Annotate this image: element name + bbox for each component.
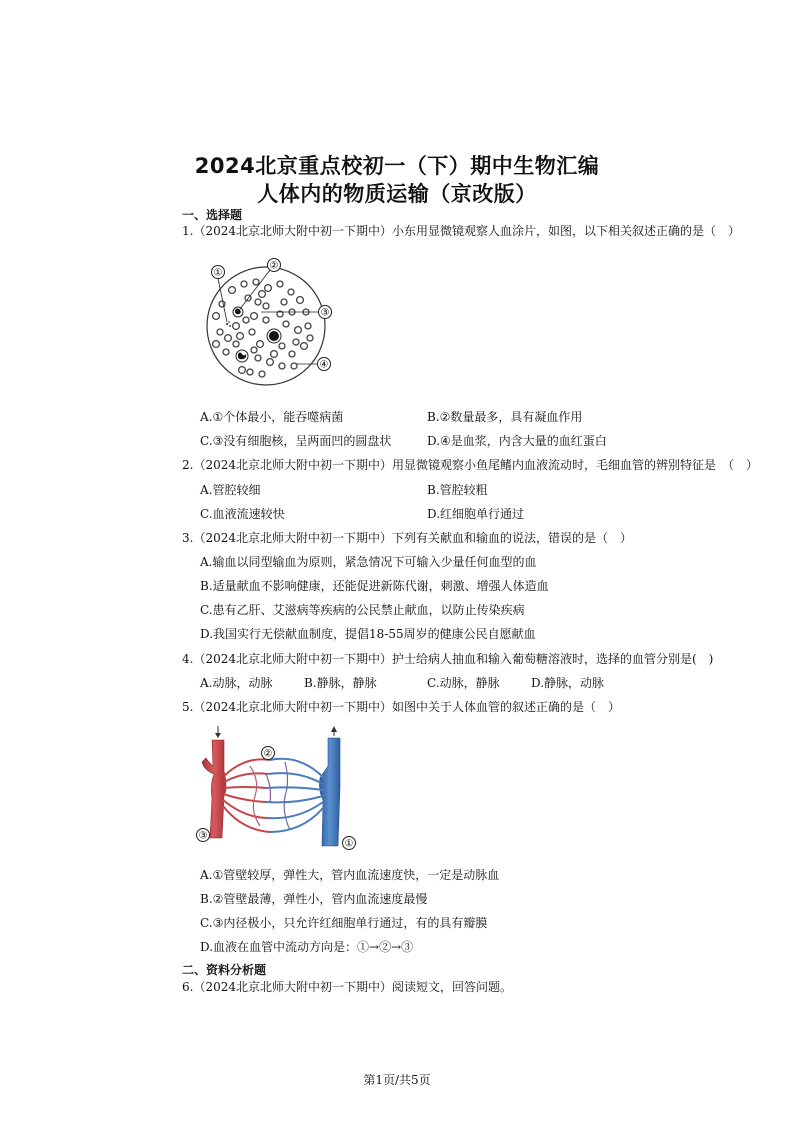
q3-option-a: A.输血以同型输血为原则，紧急情况下可输入少量任何血型的血 [200,555,537,569]
red-blood-cell [243,317,249,323]
q1-option-a: A.①个体最小，能吞噬病菌 [200,410,344,424]
page-subtitle: 人体内的物质运输（京改版） [257,182,537,206]
figure2-label-3: ③ [198,830,208,842]
red-blood-cell [225,335,232,342]
q3-option-d: D.我国实行无偿献血制度，提倡18-55周岁的健康公民自愿献血 [200,627,536,641]
q4-option-a: A.动脉，动脉 [200,676,273,690]
red-blood-cell [253,279,259,285]
white-blood-cell-neutrophil [233,307,243,317]
q4-option-b: B.静脉，静脉 [304,676,377,690]
figure1-label-1: ① [213,267,223,279]
red-blood-cell [279,343,285,349]
red-blood-cell [233,323,240,330]
red-blood-cell [217,329,223,335]
red-blood-cell [289,351,295,357]
question-6-stem: 6.（2024北京北师大附中初一下期中）阅读短文，回答问题。 [182,980,512,994]
artery [202,740,226,838]
q5-option-d: D.血液在血管中流动方向是：①→②→③ [200,940,414,954]
red-blood-cell [283,321,289,327]
blood-smear-figure [196,254,346,389]
white-blood-cell-lobed [236,350,248,362]
q5-option-c: C.③内径极小，只允许红细胞单行通过，有的具有瓣膜 [200,916,488,930]
red-blood-cell [288,289,294,295]
q4-option-c: C.动脉，静脉 [427,676,500,690]
q2-option-b: B.管腔较粗 [427,483,488,497]
red-blood-cell [229,287,236,294]
red-blood-cell [251,313,258,320]
red-blood-cell [305,323,311,329]
q4-option-d: D.静脉，动脉 [531,676,605,690]
q1-option-b: B.②数量最多，具有凝血作用 [427,410,583,424]
red-blood-cell [263,303,269,309]
red-blood-cell [251,347,257,353]
q2-option-a: A.管腔较细 [200,483,261,497]
red-blood-cell [297,297,304,304]
white-blood-cell-monocyte [267,329,281,343]
red-blood-cell [259,371,265,377]
red-blood-cell [295,327,302,334]
section-heading-choice: 一、选择题 [182,208,243,222]
q1-option-c: C.③没有细胞核，呈两面凹的圆盘状 [200,434,392,448]
red-blood-cell [281,299,287,305]
red-blood-cell [259,291,266,298]
red-blood-cell [237,333,244,340]
red-blood-cell [255,299,261,305]
red-blood-cell [247,369,253,375]
red-blood-cell [301,343,308,350]
figure1-label-2: ② [269,260,279,272]
section-heading-analysis: 二、资料分析题 [182,963,267,977]
question-1-stem: 1.（2024北京北师大附中初一下期中）小东用显微镜观察人血涂片，如图，以下相关叙述正确的是（ ） [182,224,740,238]
red-blood-cell [277,281,283,287]
question-2-stem: 2.（2024北京北师大附中初一下期中）用显微镜观察小鱼尾鳍内血液流动时，毛细血管的辨别特征是 （ ） [182,458,758,472]
red-blood-cell [223,349,229,355]
capillary-network [223,759,324,832]
q3-option-c: C.患有乙肝、艾滋病等疾病的公民禁止献血，以防止传染疾病 [200,603,525,617]
red-blood-cell [293,339,299,345]
red-blood-cell [263,317,269,323]
red-blood-cell [241,281,247,287]
red-blood-cell [255,355,261,361]
red-blood-cell [213,313,220,320]
red-blood-cell [307,335,313,341]
question-3-stem: 3.（2024北京北师大附中初一下期中）下列有关献血和输血的说法，错误的是（ ） [182,531,632,545]
figure2-label-1: ① [344,838,354,850]
page-footer: 第1页/共5页 [363,1073,431,1087]
figure1-label-3: ③ [320,307,330,319]
blood-vessel-figure [190,726,365,851]
red-blood-cell [265,285,272,292]
figure2-label-2: ② [263,748,273,760]
vein [319,738,340,846]
question-4-stem: 4.（2024北京北师大附中初一下期中）护士给病人抽血和输入葡萄糖溶液时，选择的血管分别是( ) [182,652,714,666]
q1-option-d: D.④是血浆，内含大量的血红蛋白 [427,434,607,448]
q5-option-a: A.①管壁较厚，弹性大，管内血流速度快，一定是动脉血 [200,868,500,882]
q3-option-b: B.适量献血不影响健康，还能促进新陈代谢，刺激、增强人体造血 [200,579,549,593]
figure1-label-4: ④ [319,359,329,371]
q2-option-d: D.红细胞单行通过 [427,507,525,521]
question-5-stem: 5.（2024北京北师大附中初一下期中）如图中关于人体血管的叙述正确的是（ ） [182,700,620,714]
red-blood-cell [279,363,285,369]
red-blood-cell [267,359,274,366]
red-blood-cell [233,341,239,347]
red-blood-cell [271,351,278,358]
q5-option-b: B.②管壁最薄，弹性小，管内血流速度最慢 [200,892,428,906]
red-blood-cell [213,341,220,348]
page-title: 2024北京重点校初一（下）期中生物汇编 [194,154,600,178]
red-blood-cell [257,341,264,348]
q2-option-c: C.血液流速较快 [200,507,285,521]
red-blood-cell [239,367,246,374]
red-blood-cell [249,329,255,335]
